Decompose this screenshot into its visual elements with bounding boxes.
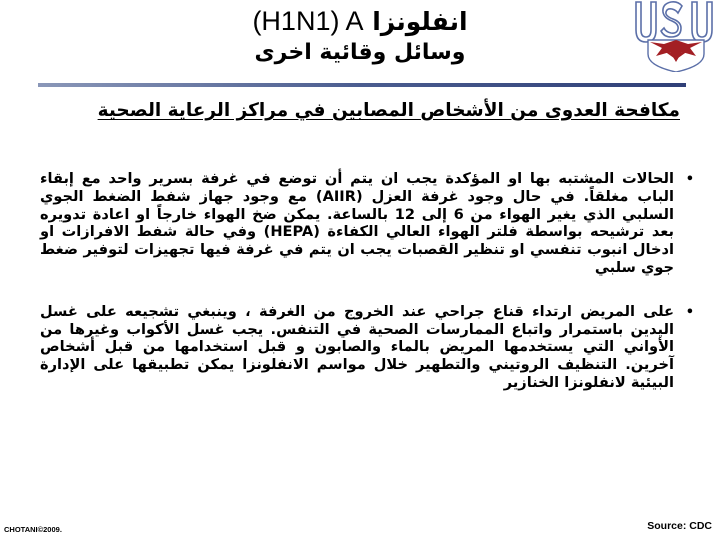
slide-title (150, 6, 570, 67)
bullet-text: الحالات المشتبه بها او المؤكدة يجب ان يتم أن توضع في غرفة بسرير واحد مع إبقاء الباب مغلقاً. في حال وجود غرفة العزل (AIIR) مع وجود جهاز شفط الضغط الجوي السلبي الذي يغير الهواء من 6 إلى 12 بالساعة. يمكن ضخ الهواء خارجاً او اعادة تدويره بعد ترشيحه بواسطة فلتر الهواء العالي الكفاءة (HEPA) وفي حالة شفط الافرازات او ادخال انبوب تنفسي او تنظير القصبات يجب ان يتم في غرفة فيها تجهيزات لتوفير ضغط جوي سلبي (40, 170, 675, 276)
source-text: Source: CDC (647, 520, 712, 532)
title-line-main (150, 6, 570, 37)
bullet-dot-icon: • (685, 304, 694, 320)
copyright-text: CHOTANI©2009. (4, 525, 62, 534)
title-divider (38, 83, 686, 87)
bullet-dot-icon: • (685, 172, 694, 187)
list-item (40, 170, 700, 277)
usu-shield-logo-icon (628, 0, 720, 72)
title-arabic: انفلونزا (372, 7, 468, 36)
list-item (40, 303, 700, 392)
section-heading: مكافحة العدوى من الأشخاص المصابين في مراكز الرعاية الصحية (97, 100, 680, 121)
bullet-list (40, 170, 700, 418)
bullet-text: على المريض ارتداء قناع جراحي عند الخروج من الغرفة ، وينبغي تشجيعه على غسل اليدين باستمرار واتباع الممارسات الصحية في التنفس. يجب غسل الأكواب وغيرها من الأواني التي يستخدمها المريض بالماء والصابون و قبل استخدامها من قبل أشخاص آخرين. التنظيف الروتيني والتطهير خلال مواسم الانفلونزا يمكن تطبيقها على الإدارة البيئية لانفلونزا الخنازير (40, 302, 674, 391)
title-latin: (H1N1) A (252, 6, 364, 36)
slide-subtitle: وسائل وقائية اخرى (254, 40, 466, 65)
